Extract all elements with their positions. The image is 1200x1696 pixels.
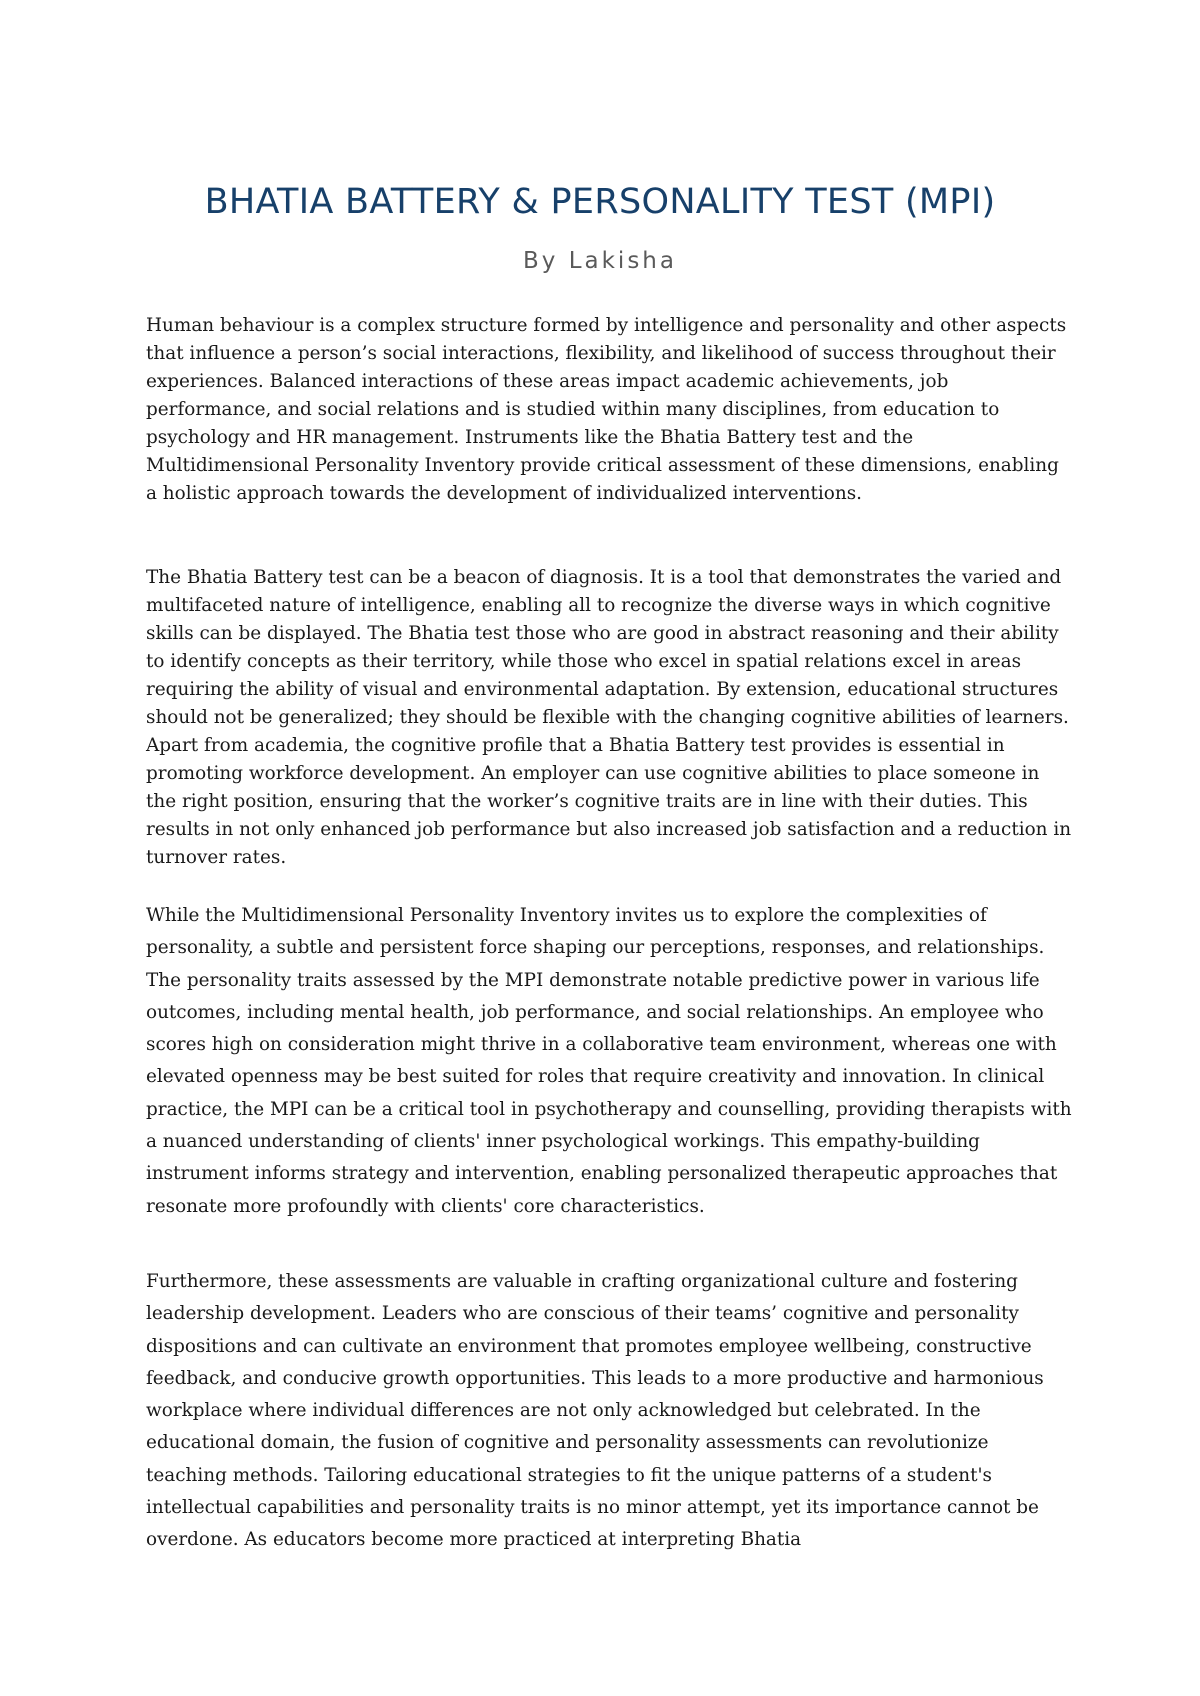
paragraph-1: Human behaviour is a complex structure formed by intelligence and personality and other aspects that influence a person’s social interactions, flexibility, and likelihood of success throughout their experiences. Balanced interactions of these areas impact academic achievements, job performance, and social relations and is studied within many disciplines, from education to psychology and HR management. Instruments like the Bhatia Battery test and the Multidimensional Personality Inventory provide critical assessment of these dimensions, enabling a holistic approach towards the development of individualized interventions.	[146, 315, 1067, 504]
paragraph-4: Furthermore, these assessments are valuable in crafting organizational culture and fostering leadership development. Leaders who are conscious of their teams’ cognitive and personality dispositions and can cultivate an environment that promotes employee wellbeing, constructive feedback, and conducive growth opportunities. This leads to a more productive and harmonious workplace where individual differences are not only acknowledged but celebrated. In the educational domain, the fusion of cognitive and personality assessments can revolutionize teaching methods. Tailoring educational strategies to fit the unique patterns of a student's intellectual capabilities and personality traits is no minor attempt, yet its importance cannot be overdone. As educators become more practiced at interpreting Bhatia	[146, 1271, 1044, 1551]
author-byline: By Lakisha	[523, 248, 677, 274]
paragraph-2: The Bhatia Battery test can be a beacon of diagnosis. It is a tool that demonstrates the varied and multifaceted nature of intelligence, enabling all to recognize the diverse ways in which cognitive skills can be displayed. The Bhatia test those who are good in abstract reasoning and their ability to identify concepts as their territory, while those who excel in spatial relations excel in areas requiring the ability of visual and environmental adaptation. By extension, educational structures should not be generalized; they should be flexible with the changing cognitive abilities of learners. Apart from academia, the cognitive profile that a Bhatia Battery test provides is essential in promoting workforce development. An employer can use cognitive abilities to place someone in the right position, ensuring that the worker’s cognitive traits are in line with their duties. This results in not only enhanced job performance but also increased job satisfaction and a reduction in turnover rates.	[146, 567, 1072, 868]
paragraph-3: While the Multidimensional Personality Inventory invites us to explore the complexities of personality, a subtle and persistent force shaping our perceptions, responses, and relationships. The personality traits assessed by the MPI demonstrate notable predictive power in various life outcomes, including mental health, job performance, and social relationships. An employee who scores high on consideration might thrive in a collaborative team environment, whereas one with elevated openness may be best suited for roles that require creativity and innovation. In clinical practice, the MPI can be a critical tool in psychotherapy and counselling, providing therapists with a nuanced understanding of clients' inner psychological workings. This empathy-building instrument informs strategy and intervention, enabling personalized therapeutic approaches that resonate more profoundly with clients' core characteristics.	[146, 905, 1072, 1217]
document-title: BHATIA BATTERY & PERSONALITY TEST (MPI)	[204, 182, 996, 222]
